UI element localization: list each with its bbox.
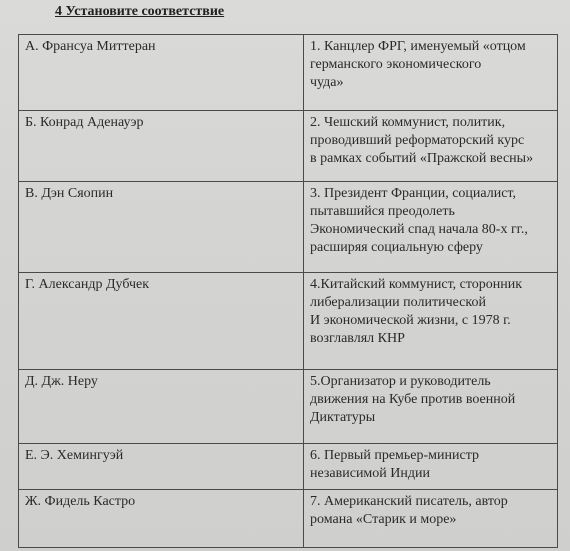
description-cell: [304, 369, 558, 443]
table-row: [19, 369, 558, 443]
person-cell: В. Дэн Сяопин: [19, 181, 304, 272]
description-line: 1. Канцлер ФРГ, именуемый «отцом: [310, 39, 526, 54]
description-line: 3. Президент Франции, социалист,: [310, 185, 517, 201]
person-cell: Г. Александр Дубчек: [19, 272, 304, 369]
description-cell: [304, 272, 558, 369]
task-title: 4 Установите соответствие: [55, 4, 225, 19]
table-row: [19, 35, 558, 111]
person-cell: Б. Конрад Аденауэр: [19, 111, 304, 181]
description-line: германского экономического: [310, 57, 482, 72]
description-line: Экономический спад начала 80-х гг.,: [310, 221, 528, 237]
description-line: 5.Организатор и руководитель: [310, 373, 491, 389]
description-line: 4.Китайский коммунист, сторонник: [310, 276, 523, 292]
description-line: расширяя социальную сферу: [310, 239, 483, 255]
description-line: 7. Американский писатель, автор: [310, 493, 508, 509]
description-line: пытавшийся преодолеть: [310, 203, 455, 219]
person-cell: Е. Э. Хемингуэй: [19, 443, 304, 489]
description-line: чуда»: [310, 75, 344, 90]
person-cell: А. Франсуа Миттеран: [19, 35, 304, 111]
table-row: [19, 272, 558, 369]
table-row: [19, 489, 558, 547]
matching-table: [18, 34, 558, 548]
description-cell: [304, 181, 558, 272]
description-line: 6. Первый премьер-министр: [310, 447, 479, 463]
description-line: либерализации политической: [310, 294, 486, 310]
description-line: движения на Кубе против военной: [310, 391, 516, 407]
description-line: независимой Индии: [310, 465, 430, 481]
description-line: проводивший реформаторский курс: [310, 133, 525, 149]
description-cell: [304, 489, 558, 547]
description-line: в рамках событий «Пражской весны»: [310, 151, 534, 167]
description-line: романа «Старик и море»: [310, 511, 457, 527]
description-line: Диктатуры: [310, 409, 376, 425]
table-row: [19, 111, 558, 181]
table-row: [19, 181, 558, 272]
description-line: возглавлял КНР: [310, 330, 405, 346]
description-cell: [304, 35, 558, 111]
person-cell: Д. Дж. Неру: [19, 369, 304, 443]
description-line: 2. Чешский коммунист, политик,: [310, 115, 506, 131]
table-row: [19, 443, 558, 489]
description-cell: [304, 111, 558, 181]
description-line: И экономической жизни, с 1978 г.: [310, 312, 511, 328]
person-cell: Ж. Фидель Кастро: [19, 489, 304, 547]
description-cell: [304, 443, 558, 489]
